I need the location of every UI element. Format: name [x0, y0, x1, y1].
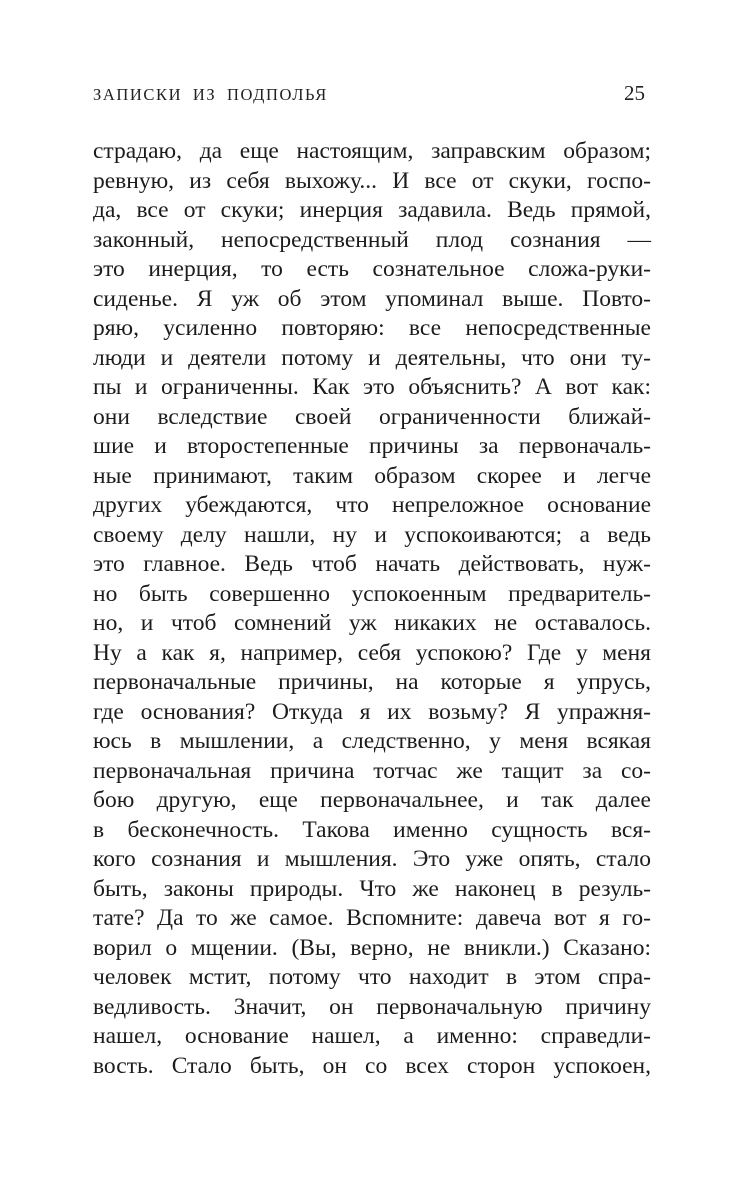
body-text	[93, 137, 651, 1081]
text-line: да, все от скуки; инерция задавила. Ведь прямой,	[93, 197, 651, 223]
text-line: ворил о мщении. (Вы, верно, не вникли.) Сказано:	[93, 934, 651, 961]
text-line: ревную, из себя выхожу... И все от скуки, госпо-	[93, 167, 651, 194]
text-line: ряю, усиленно повторяю: все непосредственные	[93, 315, 651, 341]
text-line: страдаю, да еще настоящим, заправским образом;	[93, 138, 651, 164]
page-number: 25	[624, 81, 645, 105]
text-line: ведливость. Значит, он первоначальную причину	[93, 993, 651, 1020]
text-line: кого сознания и мышления. Это уже опять, стало	[93, 846, 651, 872]
text-line: вость. Стало быть, он со всех сторон успокоен,	[93, 1052, 651, 1079]
text-line: других убеждаются, что непреложное основание	[93, 492, 651, 518]
text-line: первоначальная причина тотчас же тащит за со-	[93, 757, 651, 784]
text-line: законный, непосредственный плод сознания —	[93, 226, 651, 253]
text-line: своему делу нашли, ну и успокоиваются; а ведь	[93, 521, 651, 548]
text-line: тате? Да то же самое. Вспомните: давеча вот я го-	[93, 905, 651, 931]
text-line: Ну а как я, например, себя успокою? Где у меня	[93, 639, 651, 666]
text-line: это инерция, то есть сознательное сложа-руки-	[93, 256, 651, 282]
running-title: ЗАПИСКИ ИЗ ПОДПОЛЬЯ	[93, 85, 328, 104]
text-line: пы и ограниченны. Как это объяснить? А вот как:	[93, 374, 651, 400]
text-line: люди и деятели потому и деятельны, что они ту-	[93, 344, 651, 371]
text-line: первоначальные причины, на которые я упрусь,	[93, 669, 651, 695]
text-line: быть, законы природы. Что же наконец в резуль-	[93, 875, 651, 902]
text-line: они вследствие своей ограниченности ближай-	[93, 403, 651, 430]
text-line: шие и второстепенные причины за первоначаль-	[93, 433, 651, 459]
text-line: где основания? Откуда я их возьму? Я упражня-	[93, 698, 651, 725]
text-line: но быть совершенно успокоенным предваритель-	[93, 580, 651, 607]
text-line: сиденье. Я уж об этом упоминал выше. Повто-	[93, 285, 651, 312]
text-line: это главное. Ведь чтоб начать действовать, нуж-	[93, 551, 651, 577]
text-line: юсь в мышлении, а следственно, у меня всякая	[93, 728, 651, 754]
text-line: бою другую, еще первоначальнее, и так далее	[93, 787, 651, 813]
text-line: ные принимают, таким образом скорее и легче	[93, 462, 651, 489]
page-header	[93, 82, 651, 106]
text-line: но, и чтоб сомнений уж никаких не оставалось.	[93, 610, 651, 636]
text-line: человек мстит, потому что находит в этом спра-	[93, 964, 651, 990]
text-line: нашел, основание нашел, а именно: справедли-	[93, 1023, 651, 1049]
text-line: в бесконечность. Такова именно сущность вся-	[93, 816, 651, 843]
